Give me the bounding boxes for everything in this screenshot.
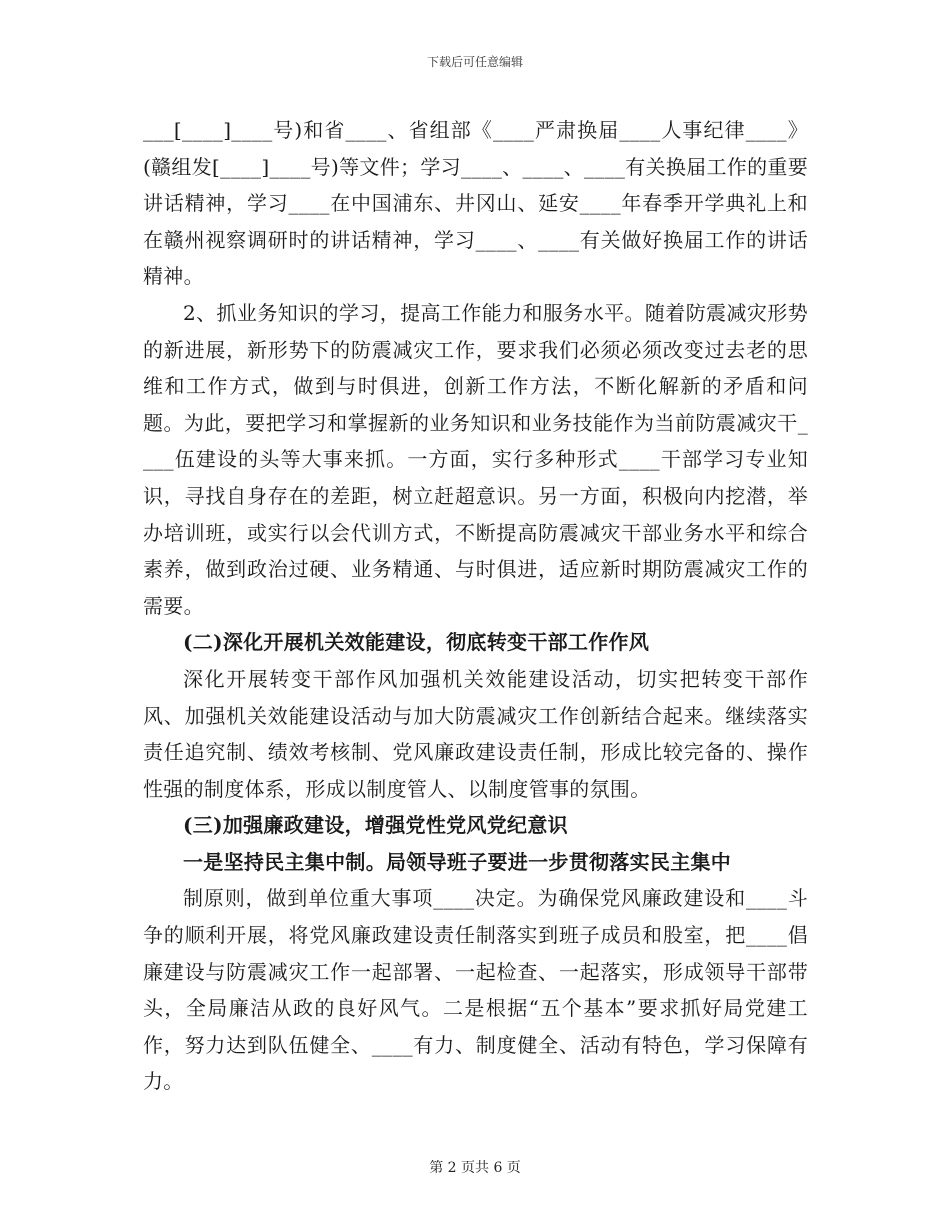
paragraph-integrity: 制原则，做到单位重大事项____决定。为确保党风廉政建设和____斗争的顺利开展，将党风廉政建设责任制落实到班子成员和股室，把____倡廉建设与防震减灾工作一起部署、一起检查、一起落实，形成领导干部带头，全局廉洁从政的良好风气。二是根据“五个基本”要求抓好局党建工作，努力达到队伍健全、____有力、制度健全、活动有特色，学习保障有力。 — [143, 886, 808, 1094]
subheading-democratic-centralism: 一是坚持民主集中制。局领导班子要进一步贯彻落实民主集中 — [183, 849, 732, 874]
page-footer: 第 2 页共 6 页 — [429, 1160, 521, 1176]
page-header: 下载后可任意编辑 — [426, 55, 523, 69]
section-heading-3: (三)加强廉政建设，增强党性党风党纪意识 — [183, 813, 568, 838]
paragraph-work-style: 深化开展转变干部作风加强机关效能建设活动，切实把转变干部作风、加强机关效能建设活动与加大防震减灾工作创新结合起来。继续落实责任追究制、绩效考核制、党风廉政建设责任制，形成比较完备的、操作性强的制度体系，形成以制度管人、以制度管事的氛围。 — [143, 666, 808, 801]
paragraph-continuation: ___[____]____号)和省____、省组部《____严肃换届____人事纪律____》(赣组发[____]____号)等文件；学习____、____、____有关换届工作的重要讲话精神，学习____在中国浦东、井冈山、延安____年春季开学典礼上和在赣州视察调研时的讲话精神，学习____、____有关做好换届工作的讲话精神。 — [143, 118, 808, 289]
paragraph-business-study: 2、抓业务知识的学习，提高工作能力和服务水平。随着防震减灾形势的新进展，新形势下的防震减灾工作，要求我们必须必须改变过去老的思维和工作方式，做到与时俱进，创新工作方法，不断化解新的矛盾和问题。为此，要把学习和掌握新的业务知识和业务技能作为当前防震减灾干____伍建设的头等大事来抓。一方面，实行多种形式____干部学习专业知识，寻找自身存在的差距，树立赶超意识。另一方面，积极向内挖潜，举办培训班，或实行以会代训方式，不断提高防震减灾干部业务水平和综合素养，做到政治过硬、业务精通、与时俱进，适应新时期防震减灾工作的需要。 — [143, 300, 808, 618]
document-body — [143, 112, 808, 1100]
section-heading-2: (二)深化开展机关效能建设，彻底转变干部工作作风 — [183, 630, 650, 655]
